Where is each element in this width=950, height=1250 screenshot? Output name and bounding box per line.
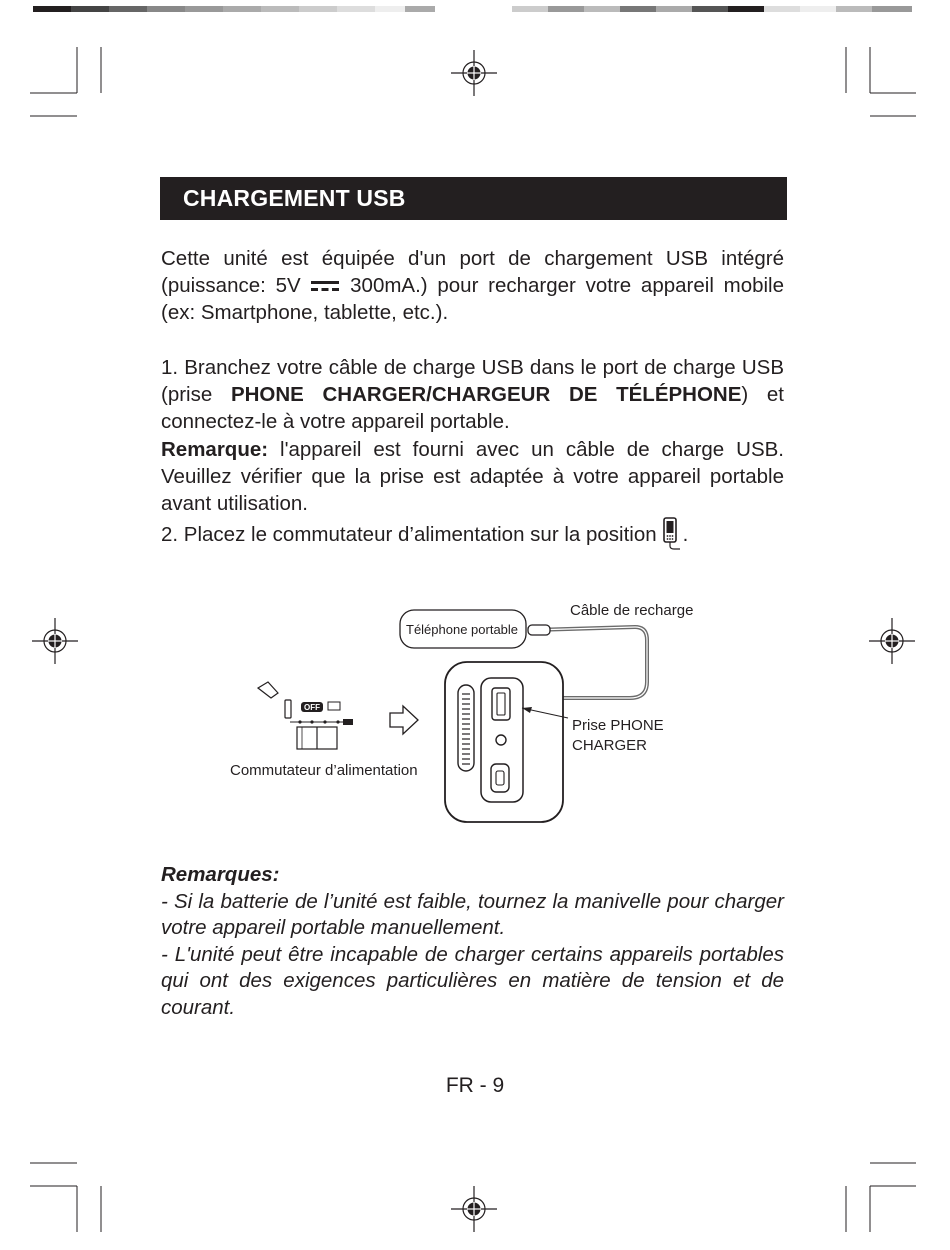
step2-end: . (682, 523, 689, 547)
grille-lines (462, 694, 470, 764)
phone-charge-icon (661, 517, 683, 551)
dc-symbol-icon (310, 279, 340, 293)
registration-mark-left-icon (32, 618, 78, 664)
intro-text-a: Cette unité est équipée d'un port de chargement USB intégré (puissance: 5V (161, 247, 784, 298)
switch-off-text: OFF (304, 703, 320, 712)
port-label-line1: Prise PHONE (572, 717, 664, 734)
remark-text: l'appareil est fourni avec un câble de charge USB. Veuillez vérifier que la prise est adaptée à votre appareil portable avant utilisation. (161, 437, 784, 516)
notes-title: Remarques: (161, 863, 280, 886)
remark-label: Remarque: (161, 437, 269, 461)
switch-label: Commutateur d’alimentation (230, 762, 418, 779)
headphone-jack (496, 735, 506, 745)
step1-text-a: 1. Branchez votre câble de charge USB dans le port de charge USB (prise (161, 356, 784, 407)
intro-text-b: 300mA.) pour recharger votre appareil mobile (ex: Smartphone, tablette, etc.). (161, 274, 785, 325)
section-title: CHARGEMENT USB (160, 177, 787, 220)
power-switch-illustration (258, 682, 353, 749)
phone-plug (528, 625, 550, 635)
intro-paragraph (161, 245, 784, 327)
registration-mark-top-icon (451, 50, 497, 96)
notes-section (161, 862, 784, 1021)
note-2: - L'unité peut être incapable de charger certains appareils portables qui ont des exigences particulières en matière de tension et de courant. (161, 942, 784, 1019)
step2-text: 2. Placez le commutateur d’alimentation sur la position (161, 523, 657, 547)
cable-label: Câble de recharge (570, 602, 694, 619)
hollow-arrow-icon (390, 706, 418, 734)
speaker-grille (458, 685, 474, 771)
hand-icon (258, 682, 278, 698)
step1-bold-text: PHONE CHARGER/CHARGEUR DE TÉLÉPHONE (230, 383, 742, 407)
page-number: FR - 9 (445, 1074, 505, 1097)
note-1: - Si la batterie de l’unité est faible, tournez la manivelle pour charger votre appareil portable manuellement. (161, 889, 784, 939)
step1-text-b: ) et connectez-le à votre appareil portable. (161, 383, 784, 434)
steps-paragraph (161, 354, 784, 551)
registration-mark-right-icon (869, 618, 915, 664)
registration-mark-bottom-icon (451, 1186, 497, 1232)
port-label-line2: CHARGER (572, 737, 648, 754)
phone-label: Téléphone portable (406, 622, 519, 637)
